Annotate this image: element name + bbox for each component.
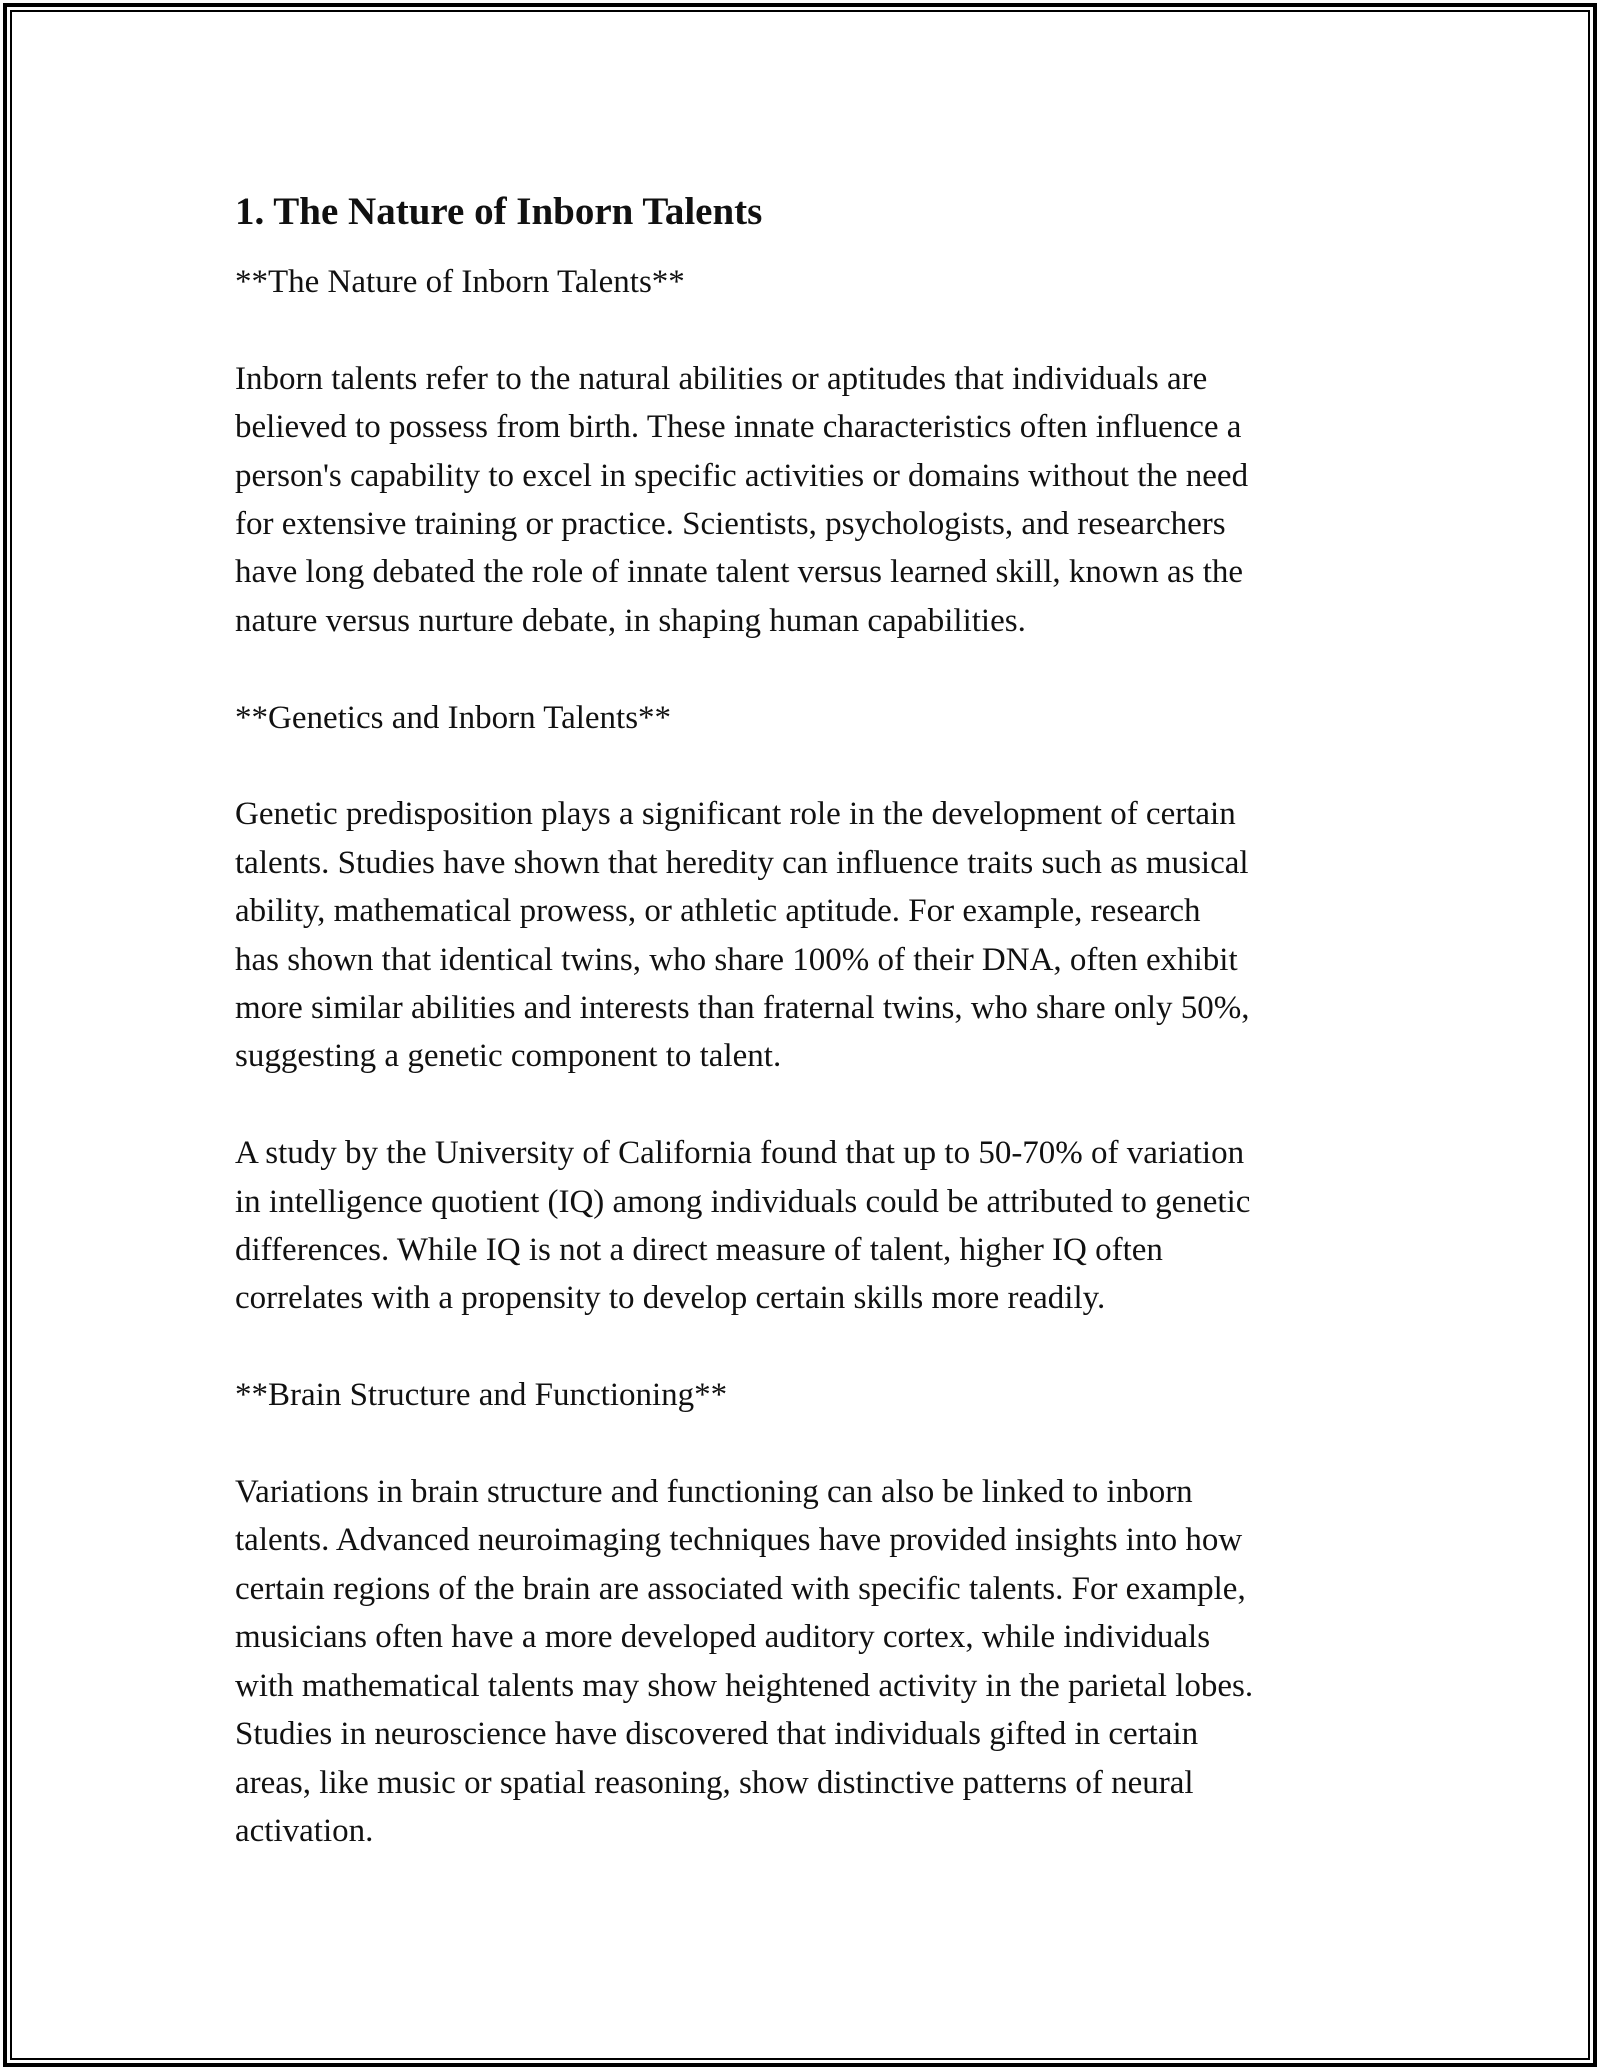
subheading: **Brain Structure and Functioning** xyxy=(235,1377,728,1414)
subheading: **Genetics and Inborn Talents** xyxy=(235,699,672,736)
body-paragraph: Variations in brain structure and functioning can also be linked to inborn talents. Advanced neuroimaging techniques have provided insights into how certain regions of the brain are associated with specific talents. For example, musicians often have a more developed auditory cortex, while individuals with mathematical talents may show heightened activity in the parietal lobes. Studies in neuroscience have discovered that individuals gifted in certain areas, like music or spatial reasoning, show distinctive patterns of neural activation. xyxy=(235,1474,1254,1849)
subheading: **The Nature of Inborn Talents** xyxy=(235,264,685,300)
section-title: 1. The Nature of Inborn Talents xyxy=(235,190,763,233)
body-paragraph: A study by the University of California found that up to 50-70% of variation in intelligence quotient (IQ) among individuals could be attributed to genetic differences. While IQ is not a direct measure of talent, higher IQ often correlates with a propensity to develop certain skills more readily. xyxy=(235,1135,1251,1317)
document-body xyxy=(235,186,1370,1904)
document-blocks xyxy=(235,258,1370,1855)
body-paragraph: Genetic predisposition plays a significant role in the development of certain talents. Studies have shown that heredity can influence traits such as musical ability, mathematical prowess, or athletic aptitude. For example, research has shown that identical twins, who share 100% of their DNA, often exhibit more similar abilities and interests than fraternal twins, who share only 50%, suggesting a genetic component to talent. xyxy=(235,796,1250,1075)
body-paragraph: Inborn talents refer to the natural abilities or aptitudes that individuals are believed to possess from birth. These innate characteristics often influence a person's capability to excel in specific activities or domains without the need for extensive training or practice. Scientists, psychologists, and researchers have long debated the role of innate talent versus learned skill, known as the nature versus nurture debate, in shaping human capabilities. xyxy=(235,360,1249,639)
